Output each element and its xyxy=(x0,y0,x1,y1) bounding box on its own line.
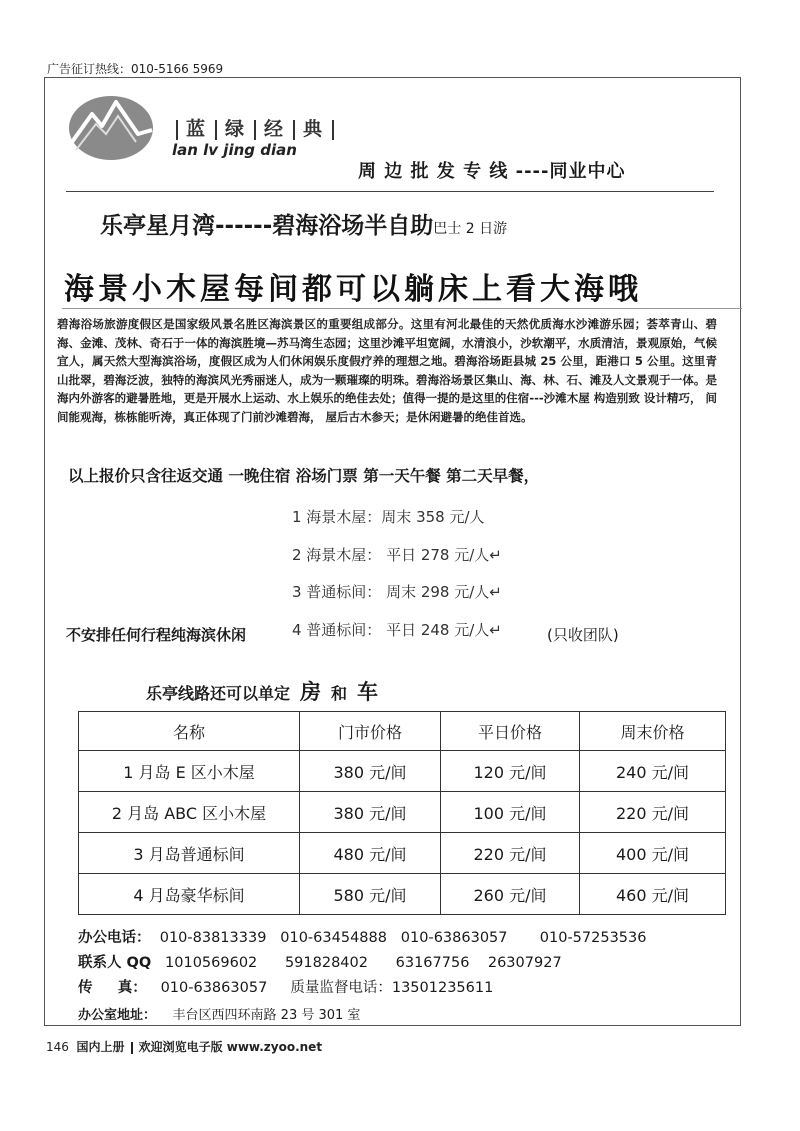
fax-line xyxy=(78,976,493,997)
table-row xyxy=(79,833,726,874)
table-cell: 100 元/间 xyxy=(441,792,580,833)
address-label: 办公室地址： xyxy=(78,1008,157,1023)
supervise-label: 质量监督电话： xyxy=(290,980,392,996)
table-cell: 1 月岛 E 区小木屋 xyxy=(79,751,300,792)
slogan-divider xyxy=(62,308,742,309)
no-itinerary-note: 不安排任何行程纯海滨休闲 xyxy=(66,626,247,644)
qq-line xyxy=(78,951,562,972)
footer-tagline: 欢迎浏览电子版 www.zyoo.net xyxy=(138,1040,323,1054)
rate-table xyxy=(78,711,726,915)
price-option: 2 海景木屋： 平日 278 元/人↵ xyxy=(292,546,502,564)
table-cell: 2 月岛 ABC 区小木屋 xyxy=(79,792,300,833)
table-cell: 460 元/间 xyxy=(580,874,726,915)
qq-label: 联系人 QQ xyxy=(78,955,152,971)
table-cell: 220 元/间 xyxy=(441,833,580,874)
table-row xyxy=(79,751,726,792)
mountain-logo-icon xyxy=(66,90,156,162)
fax-label: 传 真： xyxy=(78,980,147,996)
table-cell: 380 元/间 xyxy=(300,751,441,792)
footer-section: 国内上册 xyxy=(76,1040,125,1054)
route-title xyxy=(100,207,507,240)
table-row xyxy=(79,792,726,833)
brand-char-3: 经 xyxy=(264,118,286,140)
table-cell: 120 元/间 xyxy=(441,751,580,792)
table-cell: 240 元/间 xyxy=(580,751,726,792)
price-option: 4 普通标间： 平日 248 元/人↵ xyxy=(292,621,502,639)
office-phone-label: 办公电话： xyxy=(78,930,151,946)
header-divider xyxy=(66,191,714,192)
price-option: 1 海景木屋：周末 358 元/人 xyxy=(292,508,485,526)
table-cell: 480 元/间 xyxy=(300,833,441,874)
brand-char-2: 绿 xyxy=(225,118,247,140)
table-cell: 4 月岛豪华标间 xyxy=(79,874,300,915)
address-value: 丰台区西四环南路 23 号 301 室 xyxy=(172,1008,361,1023)
address-line xyxy=(78,1004,360,1023)
booking-room: 房 xyxy=(300,680,322,704)
booking-line xyxy=(146,676,388,706)
table-cell: 3 月岛普通标间 xyxy=(79,833,300,874)
brand-name xyxy=(168,114,342,141)
brand-char-4: 典 xyxy=(303,118,325,140)
table-cell: 400 元/间 xyxy=(580,833,726,874)
table-header-cell: 门市价格 xyxy=(300,712,441,751)
table-header-cell: 周末价格 xyxy=(580,712,726,751)
group-only-note: (只收团队) xyxy=(547,626,619,644)
table-row xyxy=(79,874,726,915)
office-phone-numbers: 010-83813339 010-63454888 010-63863057 010-57253536 xyxy=(159,930,647,946)
table-header-cell: 平日价格 xyxy=(441,712,580,751)
page-number: 146 xyxy=(46,1040,69,1054)
route-title-suffix: 巴士 2 日游 xyxy=(433,221,508,237)
ad-hotline: 广告征订热线：010-5166 5969 xyxy=(47,62,224,76)
booking-car: 车 xyxy=(357,680,379,704)
table-cell: 380 元/间 xyxy=(300,792,441,833)
header-subtitle: 周 边 批 发 专 线 ----同业中心 xyxy=(358,161,626,182)
page-footer xyxy=(46,1038,322,1055)
brand-char-1: 蓝 xyxy=(186,118,208,140)
office-phone-line xyxy=(78,926,646,947)
brand-pinyin: lan lv jing dian xyxy=(172,141,297,159)
booking-and: 和 xyxy=(331,684,348,703)
table-cell: 580 元/间 xyxy=(300,874,441,915)
resort-description: 碧海浴场旅游度假区是国家级风景名胜区海滨景区的重要组成部分。这里有河北最佳的天然优质海水沙滩游乐园；荟萃青山、碧海、金滩、茂林、奇石于一体的海滨胜境—苏马湾生态园；这里沙滩平坦宽阔，水清浪小，沙软潮平，水质清洁，景观原始，气候宜人，属天然大型海滨浴场，度假区成为人们休闲娱乐度假疗养的理想之地。碧海浴场距县城 25 公里，距港口 5 公里。这里青山批翠，碧海泛波，独特的海滨风光秀丽迷人，成为一颗璀璨的明珠。碧海浴场景区集山、海、林、石、滩及人文景观于一体。是海内外游客的避暑胜地，更是开展水上运动、水上娱乐的绝佳去处；值得一提的是这里的住宿---沙滩木屋 构造别致 设计精巧， 间间能观海，栋栋能听涛，真正体现了门前沙滩碧海， 屋后古木参天；是休闲避暑的绝佳首选。 xyxy=(57,317,717,424)
table-cell: 220 元/间 xyxy=(580,792,726,833)
supervise-number: 13501235611 xyxy=(391,980,494,996)
table-header-cell: 名称 xyxy=(79,712,300,751)
table-cell: 260 元/间 xyxy=(441,874,580,915)
booking-prefix: 乐亭线路还可以单定 xyxy=(146,684,291,703)
fax-number: 010-63863057 xyxy=(160,980,268,996)
table-header-row xyxy=(79,712,726,751)
slogan: 海景小木屋每间都可以躺床上看大海哦 xyxy=(64,272,642,307)
price-option: 3 普通标间： 周末 298 元/人↵ xyxy=(292,583,502,601)
route-title-main: 乐亭星月湾------碧海浴场半自助 xyxy=(100,213,434,239)
price-note: 以上报价只含往返交通 一晚住宿 浴场门票 第一天午餐 第二天早餐， xyxy=(68,467,540,485)
qq-numbers: 1010569602 591828402 63167756 26307927 xyxy=(165,955,562,971)
